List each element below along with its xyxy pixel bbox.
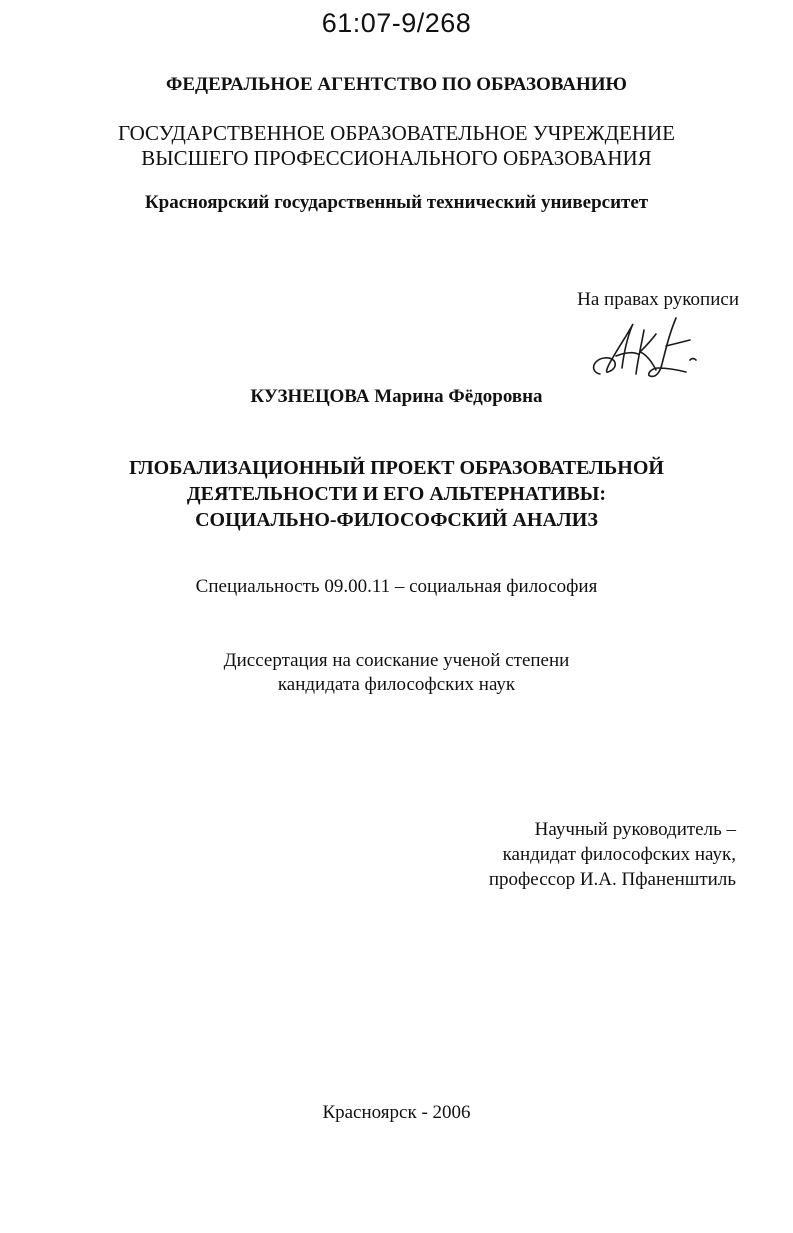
- degree-line: Диссертация на соискание ученой степени: [223, 650, 570, 671]
- institution-line: ГОСУДАРСТВЕННОЕ ОБРАЗОВАТЕЛЬНОЕ УЧРЕЖДЕНИЕ: [118, 121, 675, 145]
- title-line: ДЕЯТЕЛЬНОСТИ И ЕГО АЛЬТЕРНАТИВЫ:: [186, 483, 607, 505]
- handwritten-signature: [586, 312, 704, 384]
- supervisor-block: [489, 817, 736, 892]
- institution-line: ВЫСШЕГО ПРОФЕССИОНАЛЬНОГО ОБРАЗОВАНИЯ: [141, 146, 652, 170]
- catalog-number: 61:07-9/268: [321, 8, 472, 38]
- title-line: ГЛОБАЛИЗАЦИОННЫЙ ПРОЕКТ ОБРАЗОВАТЕЛЬНОЙ: [129, 457, 664, 479]
- supervisor-line: профессор И.А. Пфаненштиль: [488, 869, 736, 890]
- author-name: КУЗНЕЦОВА Марина Фёдоровна: [250, 386, 543, 407]
- degree-line: кандидата философских наук: [277, 674, 516, 695]
- title-line: СОЦИАЛЬНО-ФИЛОСОФСКИЙ АНАЛИЗ: [195, 509, 598, 531]
- dissertation-title: [0, 455, 793, 533]
- degree-statement: [0, 649, 793, 697]
- rights-note: На правах рукописи: [577, 289, 739, 310]
- agency-heading: ФЕДЕРАЛЬНОЕ АГЕНТСТВО ПО ОБРАЗОВАНИЮ: [166, 74, 627, 95]
- supervisor-line: кандидат философских наук,: [502, 844, 736, 865]
- university-name: Красноярский государственный технический университет: [144, 192, 649, 213]
- city-year: Красноярск - 2006: [322, 1102, 471, 1123]
- specialty-line: Специальность 09.00.11 – социальная философия: [195, 576, 598, 597]
- supervisor-line: Научный руководитель –: [534, 819, 736, 840]
- institution-heading: [0, 121, 793, 171]
